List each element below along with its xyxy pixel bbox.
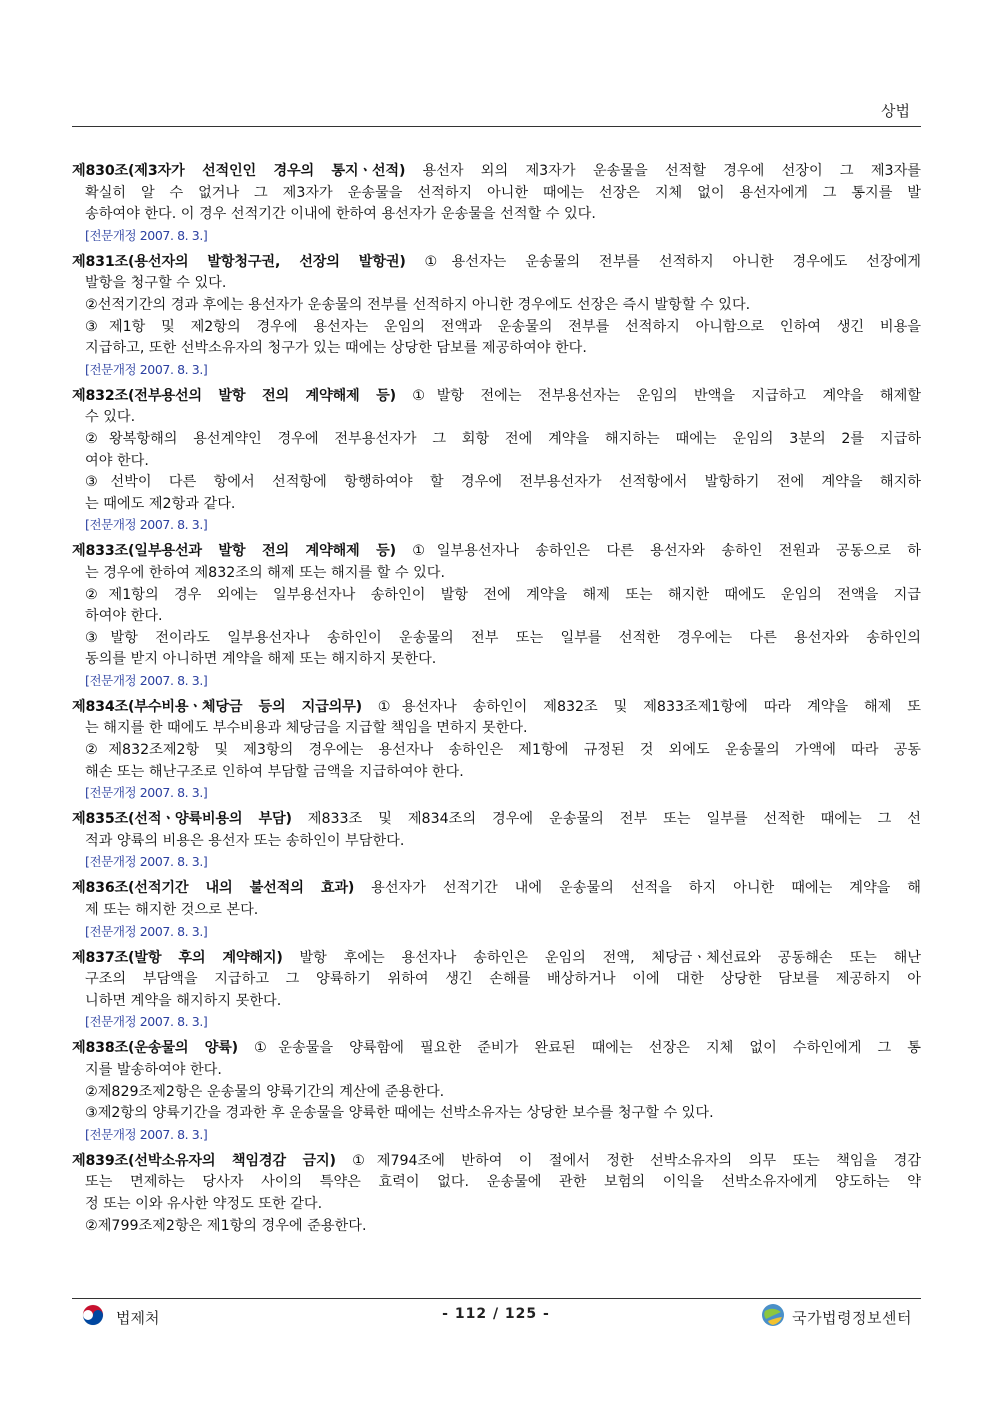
footer-rule	[72, 1298, 921, 1299]
amendment-note: [전문개정 2007. 8. 3.]	[85, 854, 208, 870]
article-text: ①운송물을 양륙함에 필요한 준비가 완료된 때에는 선장은 지체 없이 수하인에게 그 통	[237, 1040, 921, 1057]
amendment-note: [전문개정 2007. 8. 3.]	[85, 1014, 208, 1030]
article-heading: 제836조(선적기간 내의 불선적의 효과)	[72, 880, 355, 897]
article-text: 송하여야 한다. 이 경우 선적기간 이내에 한하여 용선자가 운송물을 선적할 수 있다.	[85, 206, 596, 223]
article-heading: 제832조(전부용선의 발항 전의 계약해제 등)	[72, 387, 396, 404]
article-text-line	[72, 628, 921, 650]
article-text: 수 있다.	[85, 409, 136, 426]
article-text-line	[72, 969, 921, 991]
article-text-line	[72, 183, 921, 205]
article-text: 제833조 및 제834조의 경우에 운송물의 전부 또는 일부를 선적한 때에는 그 선	[291, 811, 921, 828]
article-text-line	[72, 1194, 921, 1216]
document-body	[72, 161, 921, 1243]
article-text: ②제832조제2항 및 제3항의 경우에는 용선자나 송하인은 제1항에 규정된 것 외에도 운송물의 가액에 따라 공동	[85, 742, 921, 759]
article-text: ②제799조제2항은 제1항의 경우에 준용한다.	[85, 1217, 367, 1234]
article-text: 지를 발송하여야 한다.	[85, 1062, 222, 1078]
article-text-line	[72, 429, 921, 451]
article-text: 확실히 알 수 없거나 그 제3자가 운송물을 선적하지 아니한 때에는 선장은 지체 없이 용선자에게 그 통지를 발	[85, 184, 921, 201]
article-text: 용선자 외의 제3자가 운송물을 선적할 경우에 선장이 그 제3자를	[405, 163, 921, 179]
article-text: ②제829조제2항은 운송물의 양륙기간의 계산에 준용한다.	[85, 1083, 445, 1100]
article-text-line	[72, 1172, 921, 1194]
article-heading: 제834조(부수비용ㆍ체당금 등의 지급의무)	[72, 698, 362, 715]
article-text: 발항을 청구할 수 있다.	[85, 275, 227, 292]
article-first-line	[72, 878, 921, 900]
article-text-line	[72, 317, 921, 339]
article-text-line	[72, 1216, 921, 1238]
footer-agency-label: 법제처	[116, 1308, 160, 1327]
article-heading: 제833조(일부용선과 발항 전의 계약해제 등)	[72, 543, 396, 560]
amendment-note: [전문개정 2007. 8. 3.]	[85, 1126, 208, 1142]
article-text: 발항 후에는 용선자나 송하인은 운임의 전액, 체당금ㆍ체선료와 공동해손 또는 해난	[282, 949, 921, 966]
article	[72, 1038, 921, 1144]
article-text-line	[72, 740, 921, 762]
article-first-line	[72, 1038, 921, 1060]
article-text-line	[72, 204, 921, 226]
article-text-line	[72, 606, 921, 628]
article-text-line	[72, 762, 921, 784]
article-text-line	[72, 407, 921, 429]
amendment-note: [전문개정 2007. 8. 3.]	[85, 923, 208, 939]
article-text-line	[72, 295, 921, 317]
article-text-line	[72, 831, 921, 853]
article	[72, 386, 921, 536]
article-text: ①용선자는 운송물의 전부를 선적하지 아니한 경우에도 선장에게	[405, 253, 921, 270]
article-text: ①제794조에 반하여 이 절에서 정한 선박소유자의 의무 또는 책임을 경감	[335, 1152, 921, 1169]
article-text: ①발항 전에는 전부용선자는 운임의 반액을 지급하고 계약을 해제할	[395, 387, 921, 404]
article-text: 는 경우에 한하여 제832조의 해제 또는 해지를 할 수 있다.	[85, 564, 445, 581]
article-text-line	[72, 472, 921, 494]
page-number: - 112 / 125 -	[442, 1306, 550, 1322]
article-text-line	[72, 991, 921, 1013]
article-text-line	[72, 1060, 921, 1082]
article-text-line	[72, 563, 921, 585]
article-text: ①용선자나 송하인이 제832조 및 제833조제1항에 따라 계약을 해제 또	[361, 698, 921, 715]
article	[72, 948, 921, 1033]
article-text: ①일부용선자나 송하인은 다른 용선자와 송하인 전원과 공동으로 하	[395, 543, 921, 560]
article-heading: 제839조(선박소유자의 책임경감 금지)	[72, 1152, 336, 1169]
article-text: 해손 또는 해난구조로 인하여 부담할 금액을 지급하여야 한다.	[85, 763, 464, 780]
article-text: 정 또는 이와 유사한 약정도 또한 같다.	[85, 1195, 323, 1212]
article-text: ②제1항의 경우 외에는 일부용선자나 송하인이 발항 전에 계약을 해제 또는 해지한 때에도 운임의 전액을 지급	[85, 586, 921, 603]
article-text-line	[72, 1103, 921, 1125]
article-first-line	[72, 386, 921, 408]
amendment-note: [전문개정 2007. 8. 3.]	[85, 227, 208, 243]
article-text-line	[72, 649, 921, 671]
article-text: 제 또는 해지한 것으로 본다.	[85, 902, 259, 919]
article-heading: 제835조(선적ㆍ양륙비용의 부담)	[72, 811, 292, 828]
article-text-line	[72, 338, 921, 360]
article-text: 동의를 받지 아니하면 계약을 해제 또는 해지하지 못한다.	[85, 651, 437, 668]
article-first-line	[72, 697, 921, 719]
law-center-globe-icon	[760, 1302, 786, 1332]
amendment-note: [전문개정 2007. 8. 3.]	[85, 785, 208, 801]
article	[72, 809, 921, 872]
article-text-line	[72, 1082, 921, 1104]
article	[72, 541, 921, 691]
article	[72, 697, 921, 803]
article-text: 적과 양륙의 비용은 용선자 또는 송하인이 부담한다.	[85, 832, 405, 849]
article-text: 구조의 부담액을 지급하고 그 양륙하기 위하여 생긴 손해를 배상하거나 이에 대한 상당한 담보를 제공하지 아	[85, 971, 921, 988]
article-heading: 제837조(발항 후의 계약해지)	[72, 949, 283, 966]
footer-center-label: 국가법령정보센터	[792, 1308, 912, 1327]
article-text-line	[72, 494, 921, 516]
amendment-note: [전문개정 2007. 8. 3.]	[85, 672, 208, 688]
article-text: 용선자가 선적기간 내에 운송물의 선적을 하지 아니한 때에는 계약을 해	[354, 880, 921, 897]
header-rule	[72, 126, 921, 127]
article-text: ②왕복항해의 용선계약인 경우에 전부용선자가 그 회항 전에 계약을 해지하는 때에는 운임의 3분의 2를 지급하	[85, 430, 921, 447]
article-first-line	[72, 252, 921, 274]
article-first-line	[72, 809, 921, 831]
article-first-line	[72, 1151, 921, 1173]
article-heading: 제830조(제3자가 선적인인 경우의 통지ㆍ선적)	[72, 163, 406, 179]
article-text: ③제2항의 양륙기간을 경과한 후 운송물을 양륙한 때에는 선박소유자는 상당한 보수를 청구할 수 있다.	[85, 1105, 714, 1122]
article	[72, 252, 921, 380]
article-text: 하여야 한다.	[85, 608, 163, 625]
amendment-note: [전문개정 2007. 8. 3.]	[85, 361, 208, 377]
article-text: 니하면 계약을 해지하지 못한다.	[85, 992, 282, 1009]
article-text: ③발항 전이라도 일부용선자나 송하인이 운송물의 전부 또는 일부를 선적한 경우에는 다른 용선자와 송하인의	[85, 629, 921, 646]
article	[72, 161, 921, 246]
page-header-title: 상법	[881, 102, 910, 120]
article-heading: 제838조(운송물의 양륙)	[72, 1040, 238, 1057]
article-heading: 제831조(용선자의 발항청구권, 선장의 발항권)	[72, 253, 406, 270]
article-text: 또는 면제하는 당사자 사이의 특약은 효력이 없다. 운송물에 관한 보험의 이익을 선박소유자에게 양도하는 약	[85, 1174, 921, 1191]
article-text-line	[72, 273, 921, 295]
article-text: 는 때에도 제2항과 같다.	[85, 495, 236, 512]
footer-right	[760, 1302, 912, 1332]
article-first-line	[72, 161, 921, 183]
article-text-line	[72, 451, 921, 473]
article-text-line	[72, 718, 921, 740]
article-text: ②선적기간의 경과 후에는 용선자가 운송물의 전부를 선적하지 아니한 경우에도 선장은 즉시 발항할 수 있다.	[85, 296, 751, 313]
article-text-line	[72, 585, 921, 607]
article-text: 지급하고, 또한 선박소유자의 청구가 있는 때에는 상당한 담보를 제공하여야 한다.	[85, 340, 587, 357]
article-text: 는 해지를 한 때에도 부수비용과 체당금을 지급할 책임을 면하지 못한다.	[85, 720, 528, 737]
article-text-line	[72, 900, 921, 922]
article	[72, 878, 921, 941]
article-text: ③선박이 다른 항에서 선적항에 항행하여야 할 경우에 전부용선자가 선적항에서 발항하기 전에 계약을 해지하	[85, 474, 921, 491]
article-first-line	[72, 948, 921, 970]
article-first-line	[72, 541, 921, 563]
article-text: ③제1항 및 제2항의 경우에 용선자는 운임의 전액과 운송물의 전부를 선적하지 아니함으로 인하여 생긴 비용을	[85, 318, 921, 335]
article-text: 여야 한다.	[85, 452, 149, 469]
amendment-note: [전문개정 2007. 8. 3.]	[85, 517, 208, 533]
article	[72, 1151, 921, 1237]
